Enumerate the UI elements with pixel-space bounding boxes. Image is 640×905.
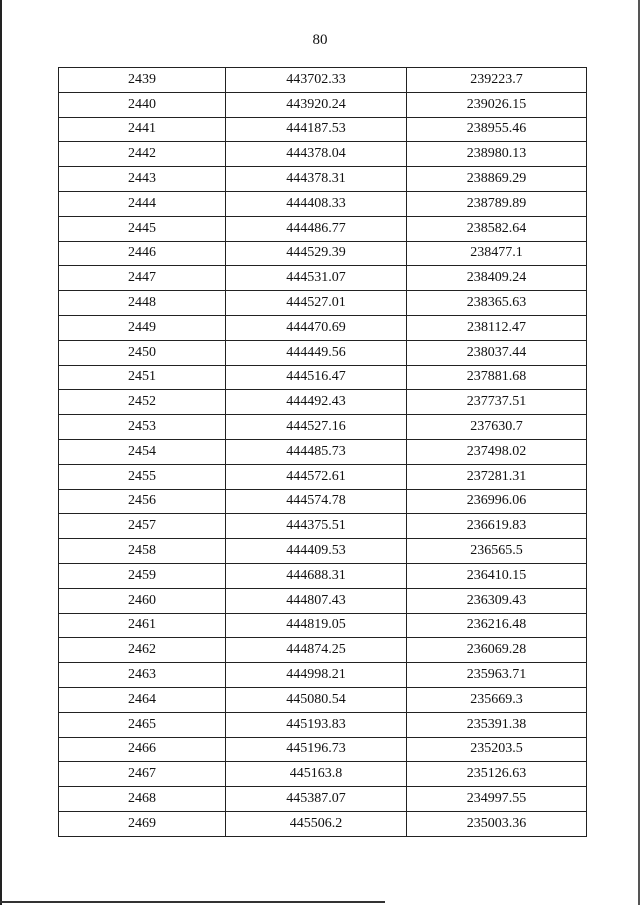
x-coordinate-cell: 444527.16 <box>226 415 407 440</box>
table-row <box>59 191 587 216</box>
y-coordinate-cell: 236309.43 <box>407 588 587 613</box>
point-number-cell: 2463 <box>59 663 226 688</box>
point-number-cell: 2458 <box>59 539 226 564</box>
point-number-cell: 2451 <box>59 365 226 390</box>
table-row <box>59 514 587 539</box>
y-coordinate-cell: 235203.5 <box>407 737 587 762</box>
point-number-cell: 2440 <box>59 92 226 117</box>
y-coordinate-cell: 235003.36 <box>407 811 587 836</box>
y-coordinate-cell: 238365.63 <box>407 291 587 316</box>
table-row <box>59 563 587 588</box>
point-number-cell: 2466 <box>59 737 226 762</box>
table-row <box>59 92 587 117</box>
table-row <box>59 241 587 266</box>
table-row <box>59 439 587 464</box>
point-number-cell: 2439 <box>59 68 226 93</box>
coordinates-table-body <box>59 68 587 837</box>
x-coordinate-cell: 444819.05 <box>226 613 407 638</box>
y-coordinate-cell: 238955.46 <box>407 117 587 142</box>
table-row <box>59 712 587 737</box>
table-row <box>59 216 587 241</box>
point-number-cell: 2465 <box>59 712 226 737</box>
table-row <box>59 737 587 762</box>
x-coordinate-cell: 445196.73 <box>226 737 407 762</box>
x-coordinate-cell: 444998.21 <box>226 663 407 688</box>
y-coordinate-cell: 235963.71 <box>407 663 587 688</box>
point-number-cell: 2444 <box>59 191 226 216</box>
table-row <box>59 539 587 564</box>
x-coordinate-cell: 444492.43 <box>226 390 407 415</box>
x-coordinate-cell: 443920.24 <box>226 92 407 117</box>
x-coordinate-cell: 444516.47 <box>226 365 407 390</box>
y-coordinate-cell: 238477.1 <box>407 241 587 266</box>
table-row <box>59 167 587 192</box>
point-number-cell: 2455 <box>59 464 226 489</box>
table-row <box>59 762 587 787</box>
y-coordinate-cell: 239223.7 <box>407 68 587 93</box>
y-coordinate-cell: 238037.44 <box>407 340 587 365</box>
x-coordinate-cell: 444409.53 <box>226 539 407 564</box>
point-number-cell: 2453 <box>59 415 226 440</box>
y-coordinate-cell: 238112.47 <box>407 315 587 340</box>
point-number-cell: 2452 <box>59 390 226 415</box>
table-row <box>59 340 587 365</box>
x-coordinate-cell: 444531.07 <box>226 266 407 291</box>
point-number-cell: 2461 <box>59 613 226 638</box>
table-row <box>59 315 587 340</box>
table-row <box>59 365 587 390</box>
table-row <box>59 68 587 93</box>
y-coordinate-cell: 238789.89 <box>407 191 587 216</box>
x-coordinate-cell: 444485.73 <box>226 439 407 464</box>
x-coordinate-cell: 444486.77 <box>226 216 407 241</box>
x-coordinate-cell: 444688.31 <box>226 563 407 588</box>
y-coordinate-cell: 236996.06 <box>407 489 587 514</box>
x-coordinate-cell: 443702.33 <box>226 68 407 93</box>
table-row <box>59 489 587 514</box>
y-coordinate-cell: 237281.31 <box>407 464 587 489</box>
x-coordinate-cell: 444527.01 <box>226 291 407 316</box>
y-coordinate-cell: 236619.83 <box>407 514 587 539</box>
table-row <box>59 117 587 142</box>
x-coordinate-cell: 445387.07 <box>226 787 407 812</box>
x-coordinate-cell: 444378.31 <box>226 167 407 192</box>
point-number-cell: 2457 <box>59 514 226 539</box>
scan-edge-bottom <box>0 901 385 903</box>
table-row <box>59 291 587 316</box>
x-coordinate-cell: 444449.56 <box>226 340 407 365</box>
point-number-cell: 2448 <box>59 291 226 316</box>
table-row <box>59 613 587 638</box>
point-number-cell: 2445 <box>59 216 226 241</box>
y-coordinate-cell: 236216.48 <box>407 613 587 638</box>
y-coordinate-cell: 236565.5 <box>407 539 587 564</box>
x-coordinate-cell: 444874.25 <box>226 638 407 663</box>
y-coordinate-cell: 235126.63 <box>407 762 587 787</box>
table-row <box>59 638 587 663</box>
x-coordinate-cell: 444807.43 <box>226 588 407 613</box>
point-number-cell: 2469 <box>59 811 226 836</box>
x-coordinate-cell: 444572.61 <box>226 464 407 489</box>
y-coordinate-cell: 238409.24 <box>407 266 587 291</box>
point-number-cell: 2446 <box>59 241 226 266</box>
x-coordinate-cell: 445193.83 <box>226 712 407 737</box>
y-coordinate-cell: 238582.64 <box>407 216 587 241</box>
point-number-cell: 2459 <box>59 563 226 588</box>
y-coordinate-cell: 234997.55 <box>407 787 587 812</box>
x-coordinate-cell: 445163.8 <box>226 762 407 787</box>
table-row <box>59 787 587 812</box>
y-coordinate-cell: 238980.13 <box>407 142 587 167</box>
point-number-cell: 2449 <box>59 315 226 340</box>
page-number: 80 <box>312 32 328 48</box>
point-number-cell: 2447 <box>59 266 226 291</box>
table-row <box>59 415 587 440</box>
x-coordinate-cell: 444375.51 <box>226 514 407 539</box>
table-row <box>59 266 587 291</box>
table-row <box>59 811 587 836</box>
x-coordinate-cell: 444470.69 <box>226 315 407 340</box>
x-coordinate-cell: 444529.39 <box>226 241 407 266</box>
table-row <box>59 588 587 613</box>
point-number-cell: 2456 <box>59 489 226 514</box>
x-coordinate-cell: 445080.54 <box>226 687 407 712</box>
table-row <box>59 687 587 712</box>
x-coordinate-cell: 444408.33 <box>226 191 407 216</box>
y-coordinate-cell: 236069.28 <box>407 638 587 663</box>
y-coordinate-cell: 239026.15 <box>407 92 587 117</box>
point-number-cell: 2454 <box>59 439 226 464</box>
x-coordinate-cell: 445506.2 <box>226 811 407 836</box>
y-coordinate-cell: 238869.29 <box>407 167 587 192</box>
point-number-cell: 2441 <box>59 117 226 142</box>
scan-edge-left <box>0 0 2 905</box>
table-row <box>59 142 587 167</box>
y-coordinate-cell: 237630.7 <box>407 415 587 440</box>
table-row <box>59 390 587 415</box>
point-number-cell: 2443 <box>59 167 226 192</box>
point-number-cell: 2462 <box>59 638 226 663</box>
y-coordinate-cell: 235391.38 <box>407 712 587 737</box>
table-row <box>59 663 587 688</box>
point-number-cell: 2460 <box>59 588 226 613</box>
y-coordinate-cell: 237881.68 <box>407 365 587 390</box>
coordinates-table <box>58 67 587 837</box>
point-number-cell: 2442 <box>59 142 226 167</box>
table-row <box>59 464 587 489</box>
point-number-cell: 2467 <box>59 762 226 787</box>
y-coordinate-cell: 236410.15 <box>407 563 587 588</box>
x-coordinate-cell: 444187.53 <box>226 117 407 142</box>
point-number-cell: 2464 <box>59 687 226 712</box>
x-coordinate-cell: 444378.04 <box>226 142 407 167</box>
y-coordinate-cell: 235669.3 <box>407 687 587 712</box>
y-coordinate-cell: 237737.51 <box>407 390 587 415</box>
point-number-cell: 2450 <box>59 340 226 365</box>
point-number-cell: 2468 <box>59 787 226 812</box>
x-coordinate-cell: 444574.78 <box>226 489 407 514</box>
y-coordinate-cell: 237498.02 <box>407 439 587 464</box>
